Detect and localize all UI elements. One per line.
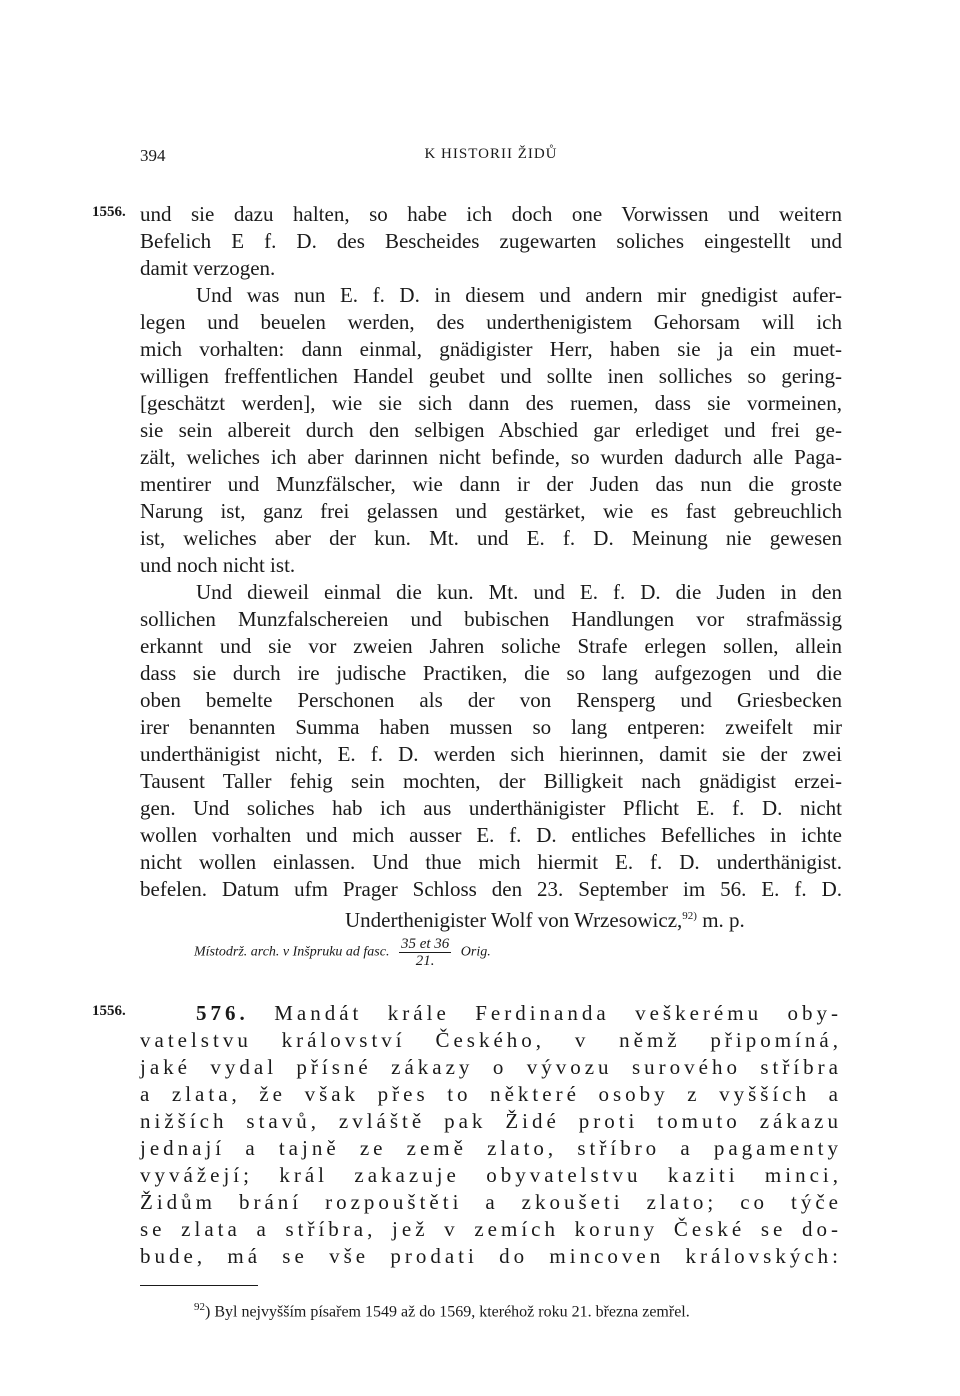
text-line: wollen vorhalten und mich ausser E. f. D. entliches Befelliches in ichte [140,823,842,847]
text-line: mich vorhalten: dann einmal, gnädigister Herr, haben sie ja ein muet- [140,337,842,361]
page-number: 394 [140,146,166,165]
signature: Underthenigister Wolf von Wrzesowicz, [345,908,683,932]
text-line: se zlata a stříbra, jež v zemích koruny České se do- [140,1217,842,1241]
text-line: Befelich E f. D. des Bescheides zugewarten soliches eingestellt und [140,229,842,253]
document-number: 576. [196,1001,249,1025]
margin-year-letter: 1556. [92,204,126,220]
text-line: Tausent Taller fehig sein mochten, der Billigkeit nach gnädigist erzei- [140,769,842,793]
signature-end: m. p. [702,908,745,932]
footnote-text: ) Byl nejvyšším písařem 1549 až do 1569, kteréhož roku 21. března zemřel. [205,1303,690,1321]
text-line: befelen. Datum ufm Prager Schloss den 23. September im 56. E. f. D. [140,877,842,901]
text-line: zält, weliches ich aber darinnen nicht befinde, so wurden dadurch alle Paga- [140,445,842,469]
text-line: und sie dazu halten, so habe ich doch one Vorwissen und weitern [140,202,842,226]
footnote-ref: 92) [682,910,697,922]
fraction-numerator: 35 et 36 [400,936,450,952]
text-line: vyvážejí; král zakazuje obyvatelstvu kaziti minci, [140,1163,842,1187]
text-line: nižších stavů, zvláště pak Židé proti tomuto zákazu [140,1109,842,1133]
text-line: ist, weliches aber der kun. Mt. und E. f. D. Meinung nie gewesen [140,526,842,550]
text-line: Und was nun E. f. D. in diesem und andern mir gnedigist aufer- [196,283,842,307]
text-line: willigen freffentlichen Handel geubet und sollte inen solliches so gering- [140,364,842,388]
page-header [140,146,842,170]
text-line: oben bemelte Perschonen als der von Rensperg und Griesbecken [140,688,842,712]
margin-year-document: 1556. [92,1003,126,1019]
footnote-divider [140,1285,258,1286]
letter-text [140,201,842,930]
text-line: jaké vydal přísné zákazy o vývozu surového stříbra [140,1055,842,1079]
text-line: Židům brání rozpouštěti a zkoušeti zlato; co týče [140,1190,842,1214]
text-line: [geschätzt werden], wie sie sich dann des ruemen, dass sie vormeinen, [140,391,842,415]
text-line: legen und beuelen werden, des underthenigistem Gehorsam will ich [140,310,842,334]
text-line: sollichen Munzfalschereien und bubischen Handlungen vor strafmässig [140,607,842,631]
text-line: damit verzogen. [140,256,276,280]
text-line: Narung ist, ganz frei gelassen und gestärket, wie es fast gebreuchlich [140,499,842,523]
text-line: vatelstvu království Českého, v němž připomíná, [140,1028,842,1052]
text-line: jednají a tajně ze země zlato, stříbro a pagamenty [140,1136,842,1160]
text-line: erkannt und sie vor zweien Jahren soliche Strafe erlegen sollen, allein [140,634,842,658]
source-suffix: Orig. [460,944,491,960]
signature-line [140,903,842,930]
running-head: K HISTORII ŽIDŮ [424,146,558,162]
text-line: gen. Und soliches hab ich aus underthänigister Pflicht E. f. D. nicht [140,796,842,820]
text-line: bude, má se vše prodati do mincoven královských: [140,1244,842,1268]
text-line: und noch nicht ist. [140,553,296,577]
fascicle-fraction [399,936,451,969]
text-line: underthänigist nicht, E. f. D. werden sich hierinnen, damit sie der zwei [140,742,842,766]
fraction-denominator: 21. [399,952,451,969]
text-line: dass sie durch ire judische Practiken, die so lang aufgezogen und die [140,661,842,685]
text-line: Und dieweil einmal die kun. Mt. und E. f. D. die Juden in den [196,580,842,604]
source-citation [194,936,491,969]
text-line: nicht wollen einlassen. Und thue mich hiermit E. f. D. underthänigist. [140,850,842,874]
footnote-mark: 92 [194,1301,205,1313]
text-line: a zlata, že však přes to některé osoby z vyšších a [140,1082,842,1106]
source-text: Místodrž. arch. v Inšpruku ad fasc. [194,944,390,960]
footnote [194,1301,842,1321]
text-line: mentirer und Munzfälscher, wie dann ir der Juden das nun die groste [140,472,842,496]
text-line: sie sein albereit durch den selbigen Abschied gar erlediget und frei ge- [140,418,842,442]
text-line: irer benannten Summa haben mussen so lang entperen: zweifelt mir [140,715,842,739]
summary-line: Mandát krále Ferdinanda veškerému oby- [274,1001,843,1025]
text-line [140,1000,842,1027]
document-summary [140,1000,842,1270]
